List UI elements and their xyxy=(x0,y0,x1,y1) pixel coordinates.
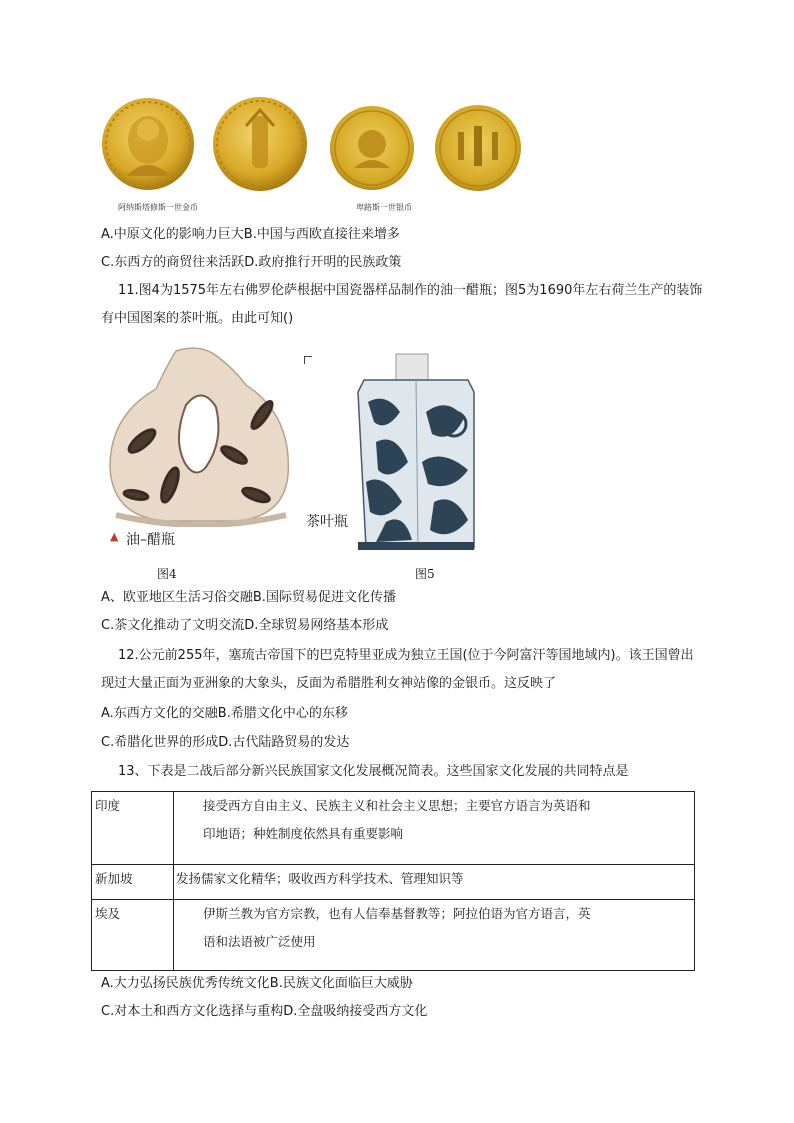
q11-option-ab: A、欧亚地区生活习俗交融B.国际贸易促进文化传播 xyxy=(101,590,396,605)
oil-vinegar-bottle-image xyxy=(106,345,296,527)
q11-option-cd: C.茶文化推动了文明交流D.全球贸易网络基本形成 xyxy=(101,618,389,633)
description-cell xyxy=(174,900,695,971)
coin-caption-left: 阿纳斯塔修斯一世金币 xyxy=(118,203,198,212)
q13-option-ab: A.大力弘扬民族优秀传统文化B.民族文化面临巨大威胁 xyxy=(101,976,413,991)
anastasius-coin-obverse xyxy=(102,98,194,190)
coin-images xyxy=(96,96,526,196)
q12-option-ab: A.东西方文化的交融B.希腊文化中心的东移 xyxy=(101,706,348,721)
anastasius-coin-reverse xyxy=(213,97,307,191)
description-line: 伊斯兰教为官方宗教，也有人信奉基督教等；阿拉伯语为官方语言，英 xyxy=(203,906,591,921)
table-row xyxy=(92,792,695,865)
q10-option-cd: C.东西方的商贸往来活跃D.政府推行开明的民族政策 xyxy=(101,255,402,270)
fig4-caption: 图4 xyxy=(157,567,177,581)
country-cell: 印度 xyxy=(92,792,174,865)
q12-stem-line2: 现过大量正面为亚洲象的大象头，反面为希腊胜利女神站像的金银币。这反映了 xyxy=(101,676,557,691)
fig4-marker-icon: ▲ xyxy=(110,530,119,543)
fig4-inline-label: 油–醋瓶 xyxy=(126,532,175,548)
table-row xyxy=(92,900,695,971)
description-line: 发扬儒家文化精华；吸收西方科学技术、管理知识等 xyxy=(176,871,464,886)
crop-mark xyxy=(304,356,312,364)
description-line: 接受西方自由主义、民族主义和社会主义思想；主要官方语言为英语和 xyxy=(203,798,591,813)
q13-stem: 13、下表是二战后部分新兴民族国家文化发展概况简表。这些国家文化发展的共同特点是 xyxy=(118,764,629,779)
q12-option-cd: C.希腊化世界的形成D.古代陆路贸易的发达 xyxy=(101,735,350,750)
tea-caddy-image xyxy=(356,352,476,552)
coin-caption-right: 卑路斯一世银币 xyxy=(356,203,412,212)
q11-stem-line1: 11.图4为1575年左右佛罗伦萨根据中国瓷器样品制作的油一醋瓶；图5为1690年左右荷兰生产的装饰 xyxy=(118,283,703,298)
q12-stem-line1: 12.公元前255年，塞琉古帝国下的巴克特里亚成为独立王国(位于今阿富汗等国地域内)。该王国曾出 xyxy=(118,648,694,663)
peroz-coin-obverse xyxy=(330,106,414,190)
peroz-coin-reverse xyxy=(435,105,521,191)
country-cell: 埃及 xyxy=(92,900,174,971)
table-row xyxy=(92,865,695,900)
description-line: 印地语；种姓制度依然具有重要影响 xyxy=(203,826,404,841)
q10-option-ab: A.中原文化的影响力巨大B.中国与西欧直接往来增多 xyxy=(101,227,400,242)
description-cell xyxy=(174,792,695,865)
country-cell: 新加坡 xyxy=(92,865,174,900)
q13-option-cd: C.对本土和西方文化选择与重构D.全盘吸纳接受西方文化 xyxy=(101,1004,428,1019)
culture-table xyxy=(91,791,695,971)
description-line: 语和法语被广泛使用 xyxy=(203,934,316,949)
fig5-inline-label: 茶叶瓶 xyxy=(306,514,348,530)
fig5-caption: 图5 xyxy=(415,567,435,581)
q11-stem-line2: 有中国图案的茶叶瓶。由此可知() xyxy=(101,311,294,326)
description-cell xyxy=(174,865,695,900)
